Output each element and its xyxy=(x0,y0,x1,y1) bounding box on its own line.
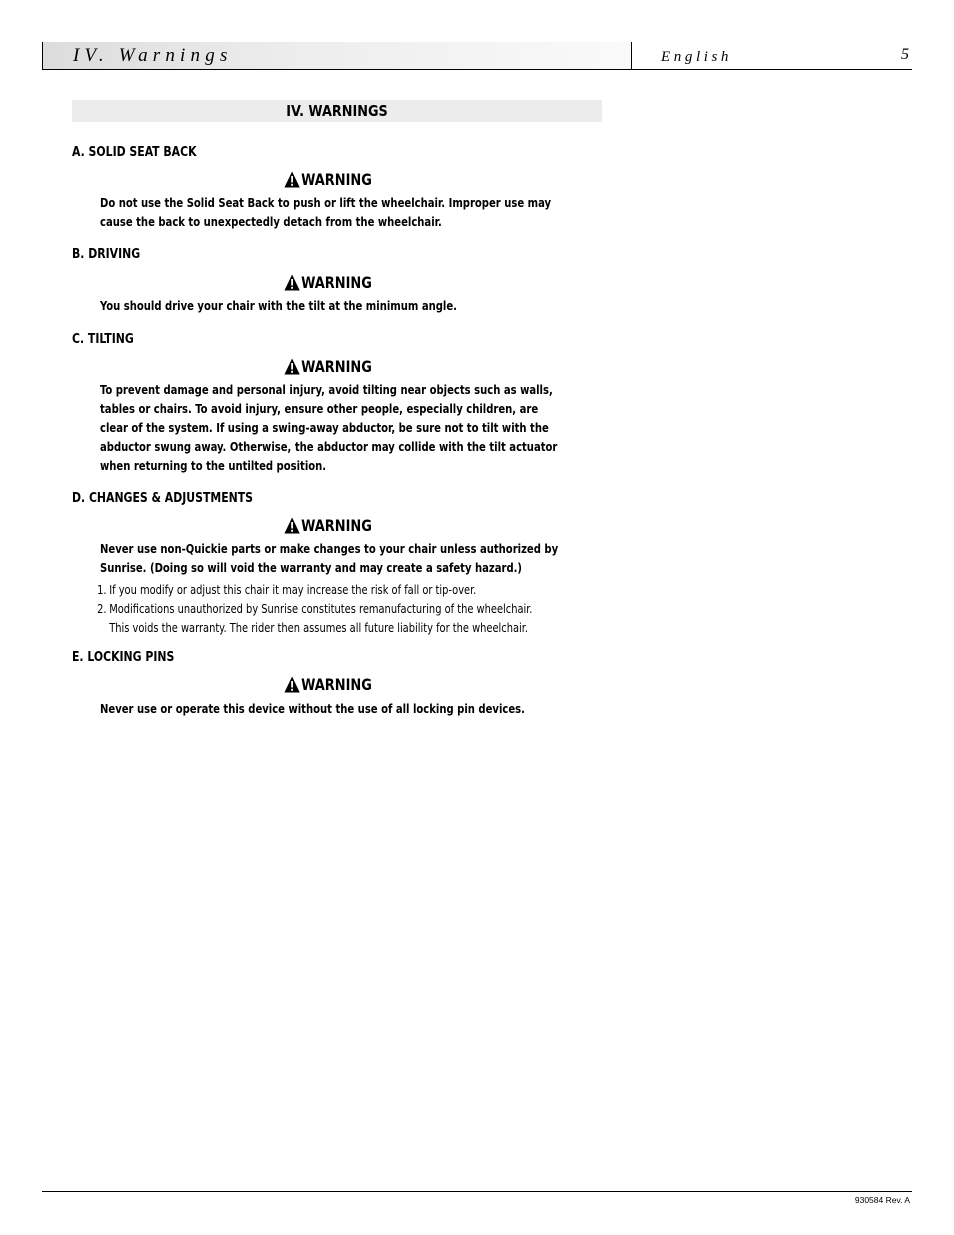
warning-triangle-icon xyxy=(284,676,300,693)
text-line: Do not use the Solid Seat Back to push or lift the wheelchair. Improper use may xyxy=(100,196,552,210)
header-language-box xyxy=(631,42,912,70)
text-line: tables or chairs. To avoid injury, ensure other people, especially children, are xyxy=(100,402,539,416)
text-line: abductor swung away. Otherwise, the abductor may collide with the tilt actuator xyxy=(100,440,558,454)
text-line: Never use non-Quickie parts or make changes to your chair unless authorized by xyxy=(100,542,559,556)
list-text: Modifications unauthorized by Sunrise constitutes remanufacturing of the wheelchair. xyxy=(109,602,533,616)
list-item xyxy=(84,581,606,600)
list-item xyxy=(84,600,606,638)
header-chapter-box xyxy=(42,42,631,70)
warning-heading xyxy=(284,273,372,292)
text-line: You should drive your chair with the tilt at the minimum angle. xyxy=(100,299,457,313)
page-number: 5 xyxy=(901,46,909,63)
warning-text-locking-pins xyxy=(100,700,594,719)
text-line: Never use or operate this device without the use of all locking pin devices. xyxy=(100,702,525,716)
warning-label: WARNING xyxy=(301,516,372,535)
text-line: clear of the system. If using a swing-away abductor, be sure not to tilt with the xyxy=(100,421,549,435)
warning-text-changes-adjustments xyxy=(100,540,594,578)
warning-heading xyxy=(284,170,372,189)
section-title: IV. WARNINGS xyxy=(286,102,388,120)
language-label: English xyxy=(661,49,733,65)
warning-heading xyxy=(284,357,372,376)
warning-text-driving xyxy=(100,297,594,316)
text-line: cause the back to unexpectedly detach from the wheelchair. xyxy=(100,215,442,229)
warning-triangle-icon xyxy=(284,517,300,534)
subsection-heading-tilting: C. TILTING xyxy=(72,332,134,347)
warning-triangle-icon xyxy=(284,358,300,375)
text-line: Sunrise. (Doing so will void the warranty and may create a safety hazard.) xyxy=(100,561,523,575)
text-line: when returning to the untilted position. xyxy=(100,459,327,473)
warning-heading xyxy=(284,675,372,694)
warning-triangle-icon xyxy=(284,274,300,291)
list-text-continued: This voids the warranty. The rider then assumes all future liability for the wheelchair. xyxy=(109,621,528,635)
list-number: 2. xyxy=(97,602,107,616)
footer-divider xyxy=(42,1191,912,1192)
subsection-heading-changes-adjustments: D. CHANGES & ADJUSTMENTS xyxy=(72,491,254,506)
subsection-heading-locking-pins: E. LOCKING PINS xyxy=(72,650,175,665)
warning-label: WARNING xyxy=(301,170,372,189)
subsection-heading-driving: B. DRIVING xyxy=(72,247,141,262)
warning-text-tilting xyxy=(100,381,594,476)
warning-triangle-icon xyxy=(284,171,300,188)
warning-text-solid-seat-back xyxy=(100,194,594,232)
subsection-heading-solid-seat-back: A. SOLID SEAT BACK xyxy=(72,145,197,160)
list-number: 1. xyxy=(97,583,107,597)
warning-label: WARNING xyxy=(301,675,372,694)
section-title-bar xyxy=(72,100,602,122)
warning-label: WARNING xyxy=(301,273,372,292)
document-id: 930584 Rev. A xyxy=(854,1195,910,1205)
chapter-title: IV. Warnings xyxy=(73,45,233,66)
warning-label: WARNING xyxy=(301,357,372,376)
text-line: To prevent damage and personal injury, avoid tilting near objects such as walls, xyxy=(100,383,553,397)
warning-heading xyxy=(284,516,372,535)
list-text: If you modify or adjust this chair it may increase the risk of fall or tip-over. xyxy=(109,583,477,597)
